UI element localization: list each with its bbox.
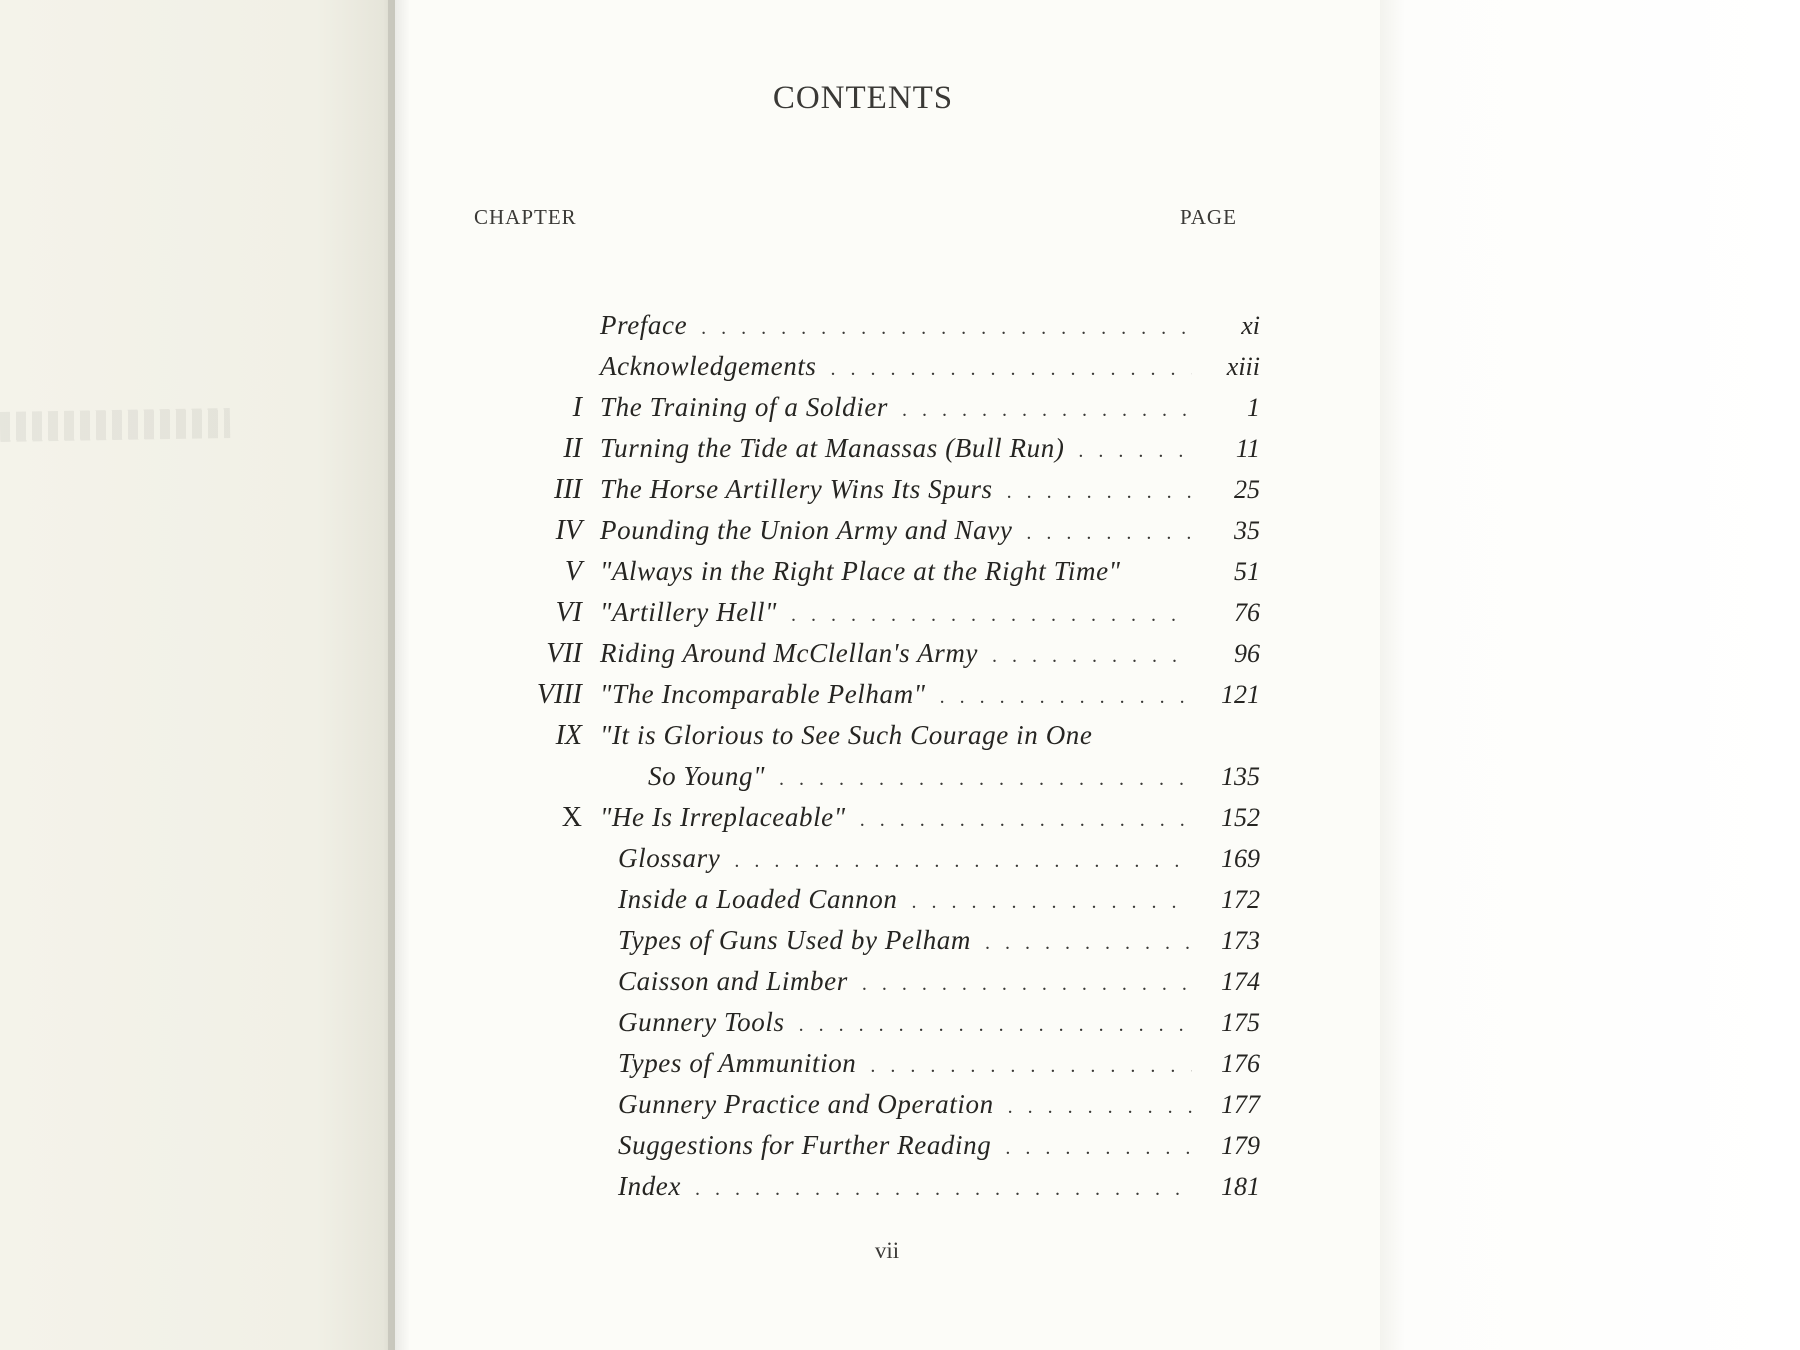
entry-title: Gunnery Tools — [618, 1007, 785, 1037]
dot-leader — [860, 800, 1192, 841]
bleed-through-text — [0, 408, 230, 442]
entry-title: Suggestions for Further Reading — [618, 1130, 992, 1160]
toc-row-index — [500, 1166, 1260, 1207]
entry-title: "Artillery Hell" — [600, 597, 777, 627]
entry-title: Inside a Loaded Cannon — [618, 884, 898, 914]
toc-row-chapter-3 — [500, 469, 1260, 510]
toc-row-gunnery-practice — [500, 1084, 1260, 1125]
toc-row-chapter-9 — [500, 715, 1260, 756]
entry-title: Turning the Tide at Manassas (Bull Run) — [600, 433, 1065, 463]
toc-row-preface — [500, 305, 1260, 346]
entry-title: Glossary — [618, 843, 721, 873]
entry-title: Acknowledgements — [600, 351, 817, 381]
entry-title: Pounding the Union Army and Navy — [600, 515, 1013, 545]
dot-leader — [940, 677, 1192, 718]
chapter-numeral: VII — [546, 638, 582, 669]
chapter-numeral: IX — [555, 720, 582, 751]
dot-leader — [695, 1169, 1192, 1210]
toc-row-chapter-1 — [500, 387, 1260, 428]
entry-title: Types of Ammunition — [618, 1048, 857, 1078]
chapter-numeral: V — [564, 556, 582, 587]
page-number: 51 — [1234, 557, 1260, 586]
page-number: 173 — [1221, 926, 1260, 955]
page-column-heading: PAGE — [1180, 205, 1237, 229]
page-number: 35 — [1234, 516, 1260, 545]
dot-leader — [779, 759, 1192, 800]
dot-leader — [911, 882, 1192, 923]
dot-leader — [1007, 472, 1192, 513]
entry-title: Preface — [600, 310, 688, 340]
dot-leader — [1005, 1128, 1192, 1169]
page-number: 169 — [1221, 844, 1260, 873]
entry-title: Gunnery Practice and Operation — [618, 1089, 994, 1119]
page-number: 181 — [1221, 1172, 1260, 1201]
dot-leader — [734, 841, 1192, 882]
dot-leader — [791, 595, 1192, 636]
page-number: 174 — [1221, 967, 1260, 996]
dot-leader — [799, 1005, 1192, 1046]
chapter-numeral: VI — [555, 597, 582, 628]
dot-leader — [1026, 513, 1192, 554]
toc-row-chapter-5 — [500, 551, 1260, 592]
chapter-numeral: III — [554, 474, 582, 505]
chapter-numeral: VIII — [536, 679, 582, 710]
entry-title: Types of Guns Used by Pelham — [618, 925, 971, 955]
page-number: 152 — [1221, 803, 1260, 832]
chapter-numeral: II — [563, 433, 582, 464]
dot-leader — [902, 390, 1192, 431]
page-number: 172 — [1221, 885, 1260, 914]
page-number: 121 — [1221, 680, 1260, 709]
dot-leader — [985, 923, 1192, 964]
dot-leader — [1078, 431, 1192, 472]
contents-title: CONTENTS — [772, 80, 954, 116]
toc-row-chapter-4 — [500, 510, 1260, 551]
toc-row-acknowledgements — [500, 346, 1260, 387]
page-number: 1 — [1247, 393, 1260, 422]
page-number: 11 — [1235, 434, 1260, 463]
left-page — [0, 0, 395, 1350]
dot-leader — [870, 1046, 1192, 1087]
page-number: 135 — [1221, 762, 1260, 791]
toc-row-chapter-6 — [500, 592, 1260, 633]
dot-leader — [831, 349, 1192, 390]
toc-row-chapter-7 — [500, 633, 1260, 674]
toc-row-further-reading — [500, 1125, 1260, 1166]
toc-row-caisson-and-limber — [500, 961, 1260, 1002]
page-number: 96 — [1234, 639, 1260, 668]
page-number: 177 — [1221, 1090, 1260, 1119]
page-folio: vii — [874, 1238, 900, 1263]
toc-row-chapter-9-continued — [500, 756, 1260, 797]
entry-title: Index — [618, 1171, 681, 1201]
entry-title: Riding Around McClellan's Army — [600, 638, 979, 668]
entry-title: "It is Glorious to See Such Courage in One — [600, 720, 1093, 750]
toc-row-types-of-guns — [500, 920, 1260, 961]
entry-title: "The Incomparable Pelham" — [600, 679, 926, 709]
entry-title: "Always in the Right Place at the Right Time" — [600, 556, 1121, 586]
dot-leader — [1008, 1087, 1192, 1128]
dot-leader — [992, 636, 1192, 677]
toc-row-chapter-2 — [500, 428, 1260, 469]
toc-row-inside-a-loaded-cannon — [500, 879, 1260, 920]
entry-title: The Horse Artillery Wins Its Spurs — [600, 474, 993, 504]
chapter-numeral: IV — [555, 515, 582, 546]
page-number: xi — [1241, 311, 1260, 340]
chapter-column-heading: CHAPTER — [474, 205, 577, 229]
table-of-contents — [500, 305, 1260, 1207]
page-number: 175 — [1221, 1008, 1260, 1037]
toc-row-gunnery-tools — [500, 1002, 1260, 1043]
page-number: 176 — [1221, 1049, 1260, 1078]
entry-title: The Training of a Soldier — [600, 392, 889, 422]
page-edge-background — [1380, 0, 1800, 1350]
dot-leader — [862, 964, 1192, 1005]
book-gutter — [388, 0, 410, 1350]
page-number: xiii — [1226, 352, 1260, 381]
toc-row-chapter-8 — [500, 674, 1260, 715]
entry-title: "He Is Irreplaceable" — [600, 802, 846, 832]
page-number: 25 — [1234, 475, 1260, 504]
toc-row-chapter-10 — [500, 797, 1260, 838]
page-number: 179 — [1221, 1131, 1260, 1160]
chapter-numeral: I — [572, 392, 582, 423]
toc-row-types-of-ammunition — [500, 1043, 1260, 1084]
chapter-numeral: X — [561, 802, 582, 833]
page-number: 76 — [1234, 598, 1260, 627]
toc-row-glossary — [500, 838, 1260, 879]
dot-leader — [701, 308, 1192, 349]
entry-title: So Young" — [648, 761, 766, 791]
entry-title: Caisson and Limber — [618, 966, 848, 996]
